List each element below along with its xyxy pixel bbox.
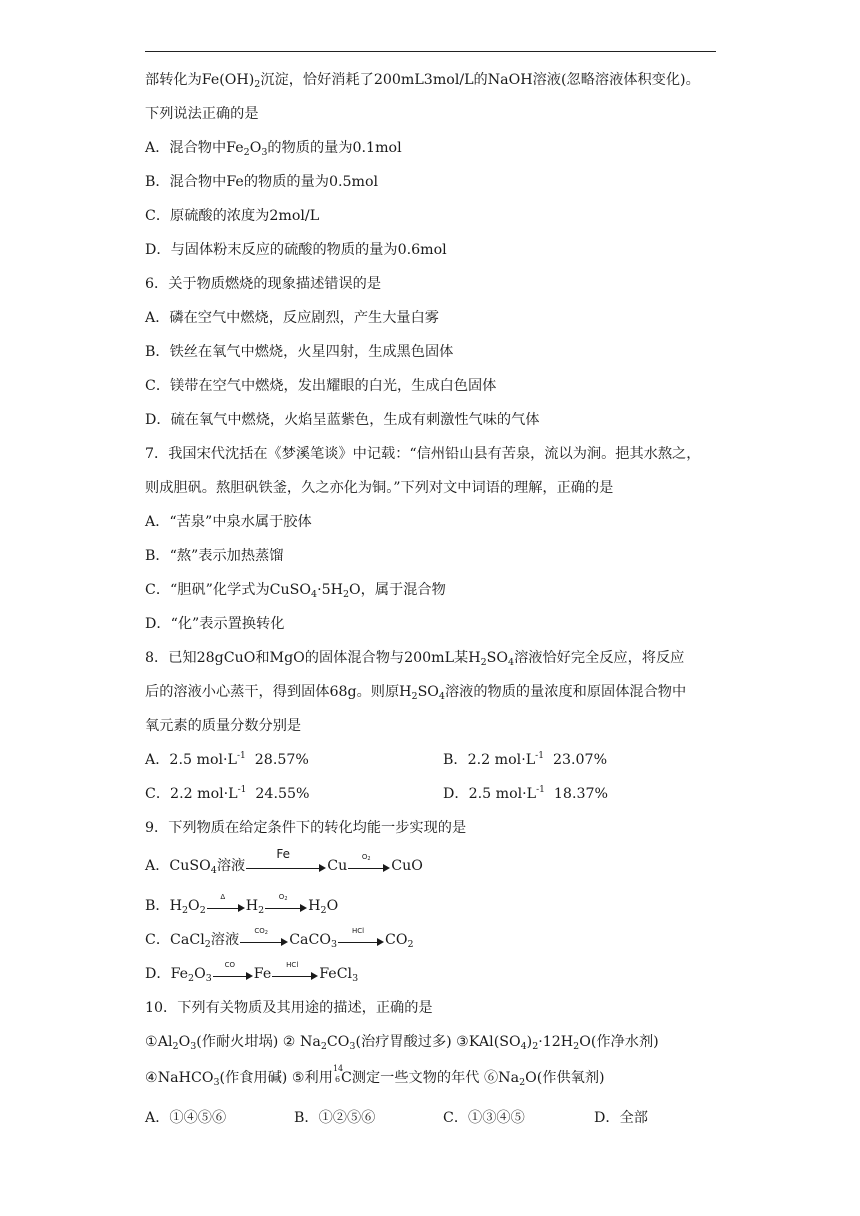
q6-option-d: D．硫在氧气中燃烧，火焰呈蓝紫色，生成有刺激性气味的气体	[145, 412, 540, 428]
q8-stem-line-1: 8．已知28gCuO和MgO的固体混合物与200mL某$H_2SO_4$溶液恰好完全反应，将反应	[145, 650, 685, 668]
reaction-arrow: $O_2$	[265, 899, 307, 913]
reaction-arrow: $CO_2$	[240, 933, 288, 947]
q8-option-c: C．2.2 $mol\cdot L^{-1}$ 24.55%	[145, 785, 310, 802]
reaction-arrow: Fe	[246, 859, 326, 873]
reaction-arrow: HCl	[272, 967, 318, 981]
q5-option-b: B．混合物中Fe的物质的量为0.5mol	[145, 174, 379, 190]
q5-text-line-1: 部转化为$Fe(OH)_2$沉淀，恰好消耗了200mL3mol/L的NaOH溶液(忽略溶液体积变化)。	[145, 72, 700, 90]
q8-option-a: A．2.5 $mol\cdot L^{-1}$ 28.57%	[145, 751, 309, 768]
header-rule	[145, 51, 716, 52]
q10-stem: 10．下列有关物质及其用途的描述，正确的是	[145, 1000, 433, 1016]
reaction-arrow: CO	[213, 967, 253, 981]
q6-option-b: B．铁丝在氧气中燃烧，火星四射，生成黑色固体	[145, 344, 454, 360]
q7-option-c: C．“胆矾”化学式为$CuSO_4\cdot 5H_2O$，属于混合物	[145, 582, 446, 600]
q7-option-b: B．“熬”表示加热蒸馏	[145, 548, 284, 564]
q10-items-line-2: ④NaHCO$_3$(作食用碱) ⑤利用 14 6 C测定一些文物的年代 $⑥Na_2O$(作供氧剂)	[145, 1064, 605, 1088]
carbon-14-isotope: 14 6	[332, 1064, 344, 1084]
q10-option-d: D．全部	[594, 1110, 648, 1126]
q10-items-line-1: $①Al_2O_3$(作耐火坩埚) ② $Na_2CO_3$(治疗胃酸过多) $③KAl(SO_4)_2\cdot 12H_2O$(作净水剂)	[145, 1034, 659, 1052]
q9-stem: 9．下列物质在给定条件下的转化均能一步实现的是	[145, 820, 467, 836]
q8-option-d: D．2.5 $mol\cdot L^{-1}$ 18.37%	[443, 785, 609, 802]
q10-option-a: A．①④⑤⑥	[145, 1110, 227, 1126]
q8-stem-line-3: 氧元素的质量分数分别是	[145, 718, 302, 734]
q5-text-line-2: 下列说法正确的是	[145, 106, 259, 122]
q7-option-a: A．“苦泉”中泉水属于胶体	[145, 514, 312, 530]
reaction-arrow: HCl	[338, 933, 384, 947]
q6-option-a: A．磷在空气中燃烧，反应剧烈，产生大量白雾	[145, 310, 439, 326]
q6-option-c: C．镁带在空气中燃烧，发出耀眼的白光，生成白色固体	[145, 378, 497, 394]
q7-stem-line-2: 则成胆矾。熬胆矾铁釜，久之亦化为铜。”下列对文中词语的理解，正确的是	[145, 480, 614, 496]
q8-stem-line-2: 后的溶液小心蒸干，得到固体68g。则原$H_2SO_4$溶液的物质的量浓度和原固体混合物中	[145, 684, 687, 702]
q5-option-d: D．与固体粉末反应的硫酸的物质的量为0.6mol	[145, 242, 447, 258]
q10-option-c: C．①③④⑤	[443, 1110, 525, 1126]
reaction-arrow: $O_2$	[348, 859, 390, 873]
q9-option-c: C．CaCl$_2$溶液 $CO_2$ CaCO$_3$ HCl $CO_2$	[145, 927, 414, 950]
q10-option-b: B．①②⑤⑥	[294, 1110, 376, 1126]
q5-option-c: C．原硫酸的浓度为2mol/L	[145, 208, 320, 224]
q6-stem: 6．关于物质燃烧的现象描述错误的是	[145, 276, 382, 292]
q7-option-d: D．“化”表示置换转化	[145, 616, 285, 632]
q7-stem-line-1: 7．我国宋代沈括在《梦溪笔谈》中记载：“信州铅山县有苦泉，流以为涧。挹其水熬之，	[145, 446, 701, 462]
q8-option-b: B．2.2 $mol\cdot L^{-1}$ 23.07%	[443, 751, 608, 768]
q9-option-b: B．$H_2O_2$ Δ $H_2$ $O_2$ $H_2O$	[145, 893, 339, 916]
q9-option-d: D．$Fe_2O_3$ CO Fe HCl FeCl$_3$	[145, 961, 359, 984]
q5-option-a: A．混合物中$Fe_2O_3$的物质的量为0.1mol	[145, 140, 402, 158]
q9-option-a: A．CuSO$_4$溶液 Fe Cu $O_2$ CuO	[145, 847, 423, 876]
reaction-arrow: Δ	[207, 899, 245, 913]
